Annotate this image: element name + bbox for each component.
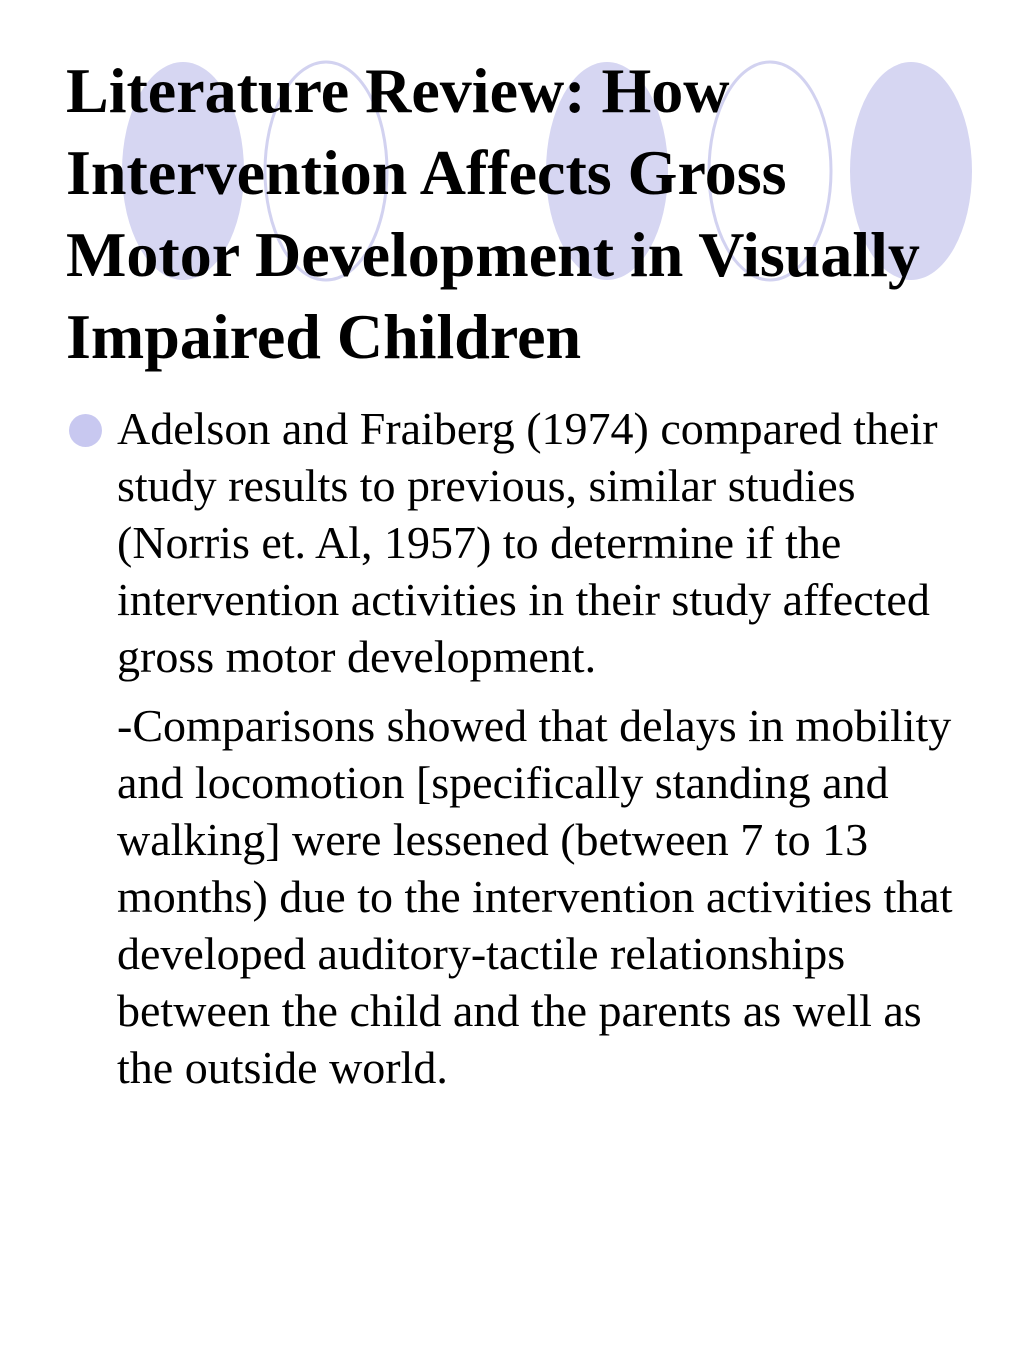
slide-body [66, 400, 966, 1096]
bullet-sub-text: -Comparisons showed that delays in mobility and locomotion [specifically standing and walking] were lessened (between 7 to 13 months) due to the intervention activities that developed auditory-tactile relationships between the child and the parents as well as the outside world. [117, 700, 953, 1093]
slide-title: Literature Review: How Intervention Affects Gross Motor Development in Visually Impaired Children [66, 55, 920, 372]
bullet-item [66, 400, 966, 1096]
bullet-dot-icon [69, 414, 102, 447]
bullet-text: Adelson and Fraiberg (1974) compared their study results to previous, similar studies (Norris et. Al, 1957) to determine if the intervention activities in their study affected gross motor development. [117, 403, 938, 682]
